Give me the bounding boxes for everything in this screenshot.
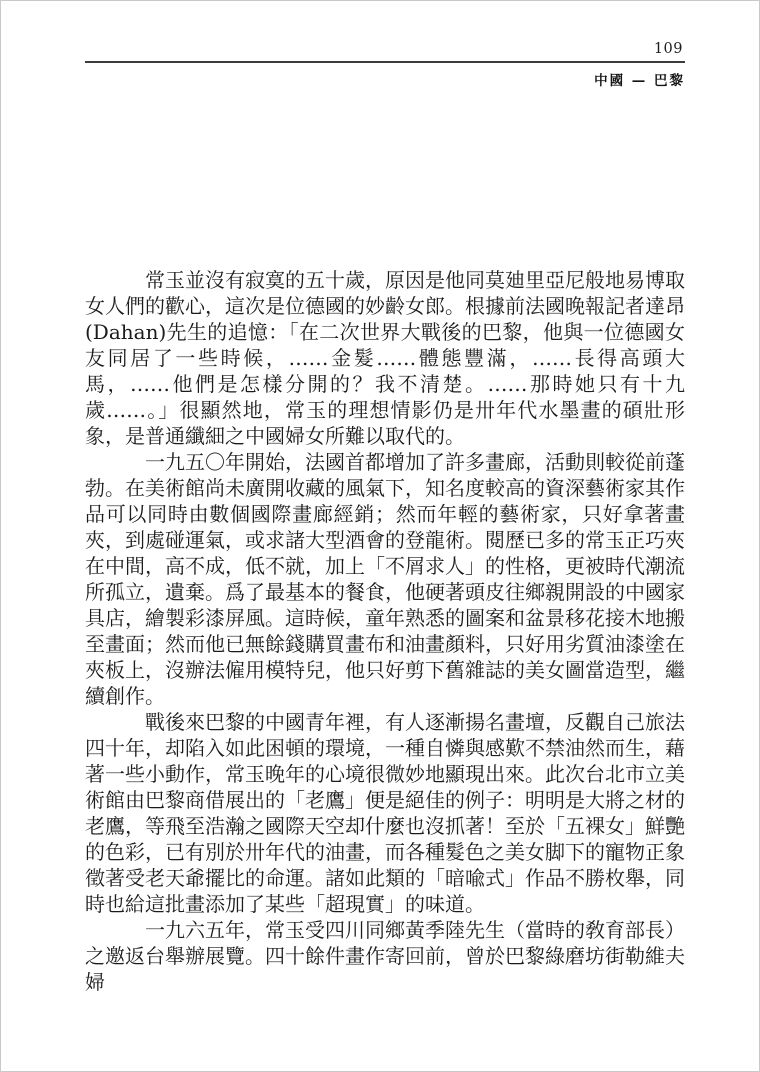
page-number: 109 [653, 41, 683, 57]
body-text [85, 267, 685, 995]
paragraph-4: 一九六五年，常玉受四川同鄉黃季陸先生（當時的敎育部長）之邀返台舉辦展覽。四十餘件畫作寄回前，曾於巴黎綠磨坊街勒維夫婦 [85, 918, 685, 994]
paragraph-1: 常玉並沒有寂寞的五十歲，原因是他同莫廸里亞尼般地易博取女人們的歡心，這次是位德國的妙齡女郎。根據前法國晚報記者達昂(Dahan)先生的追憶：「在二次世界大戰後的巴黎，他與一位德國女友同居了一些時候，……金髮……體態豐滿，……長得高頭大馬，……他們是怎樣分開的？我不清楚。……那時她只有十九歲……。」很顯然地，常玉的理想情影仍是卅年代水墨畫的碩壯形象，是普通纖細之中國婦女所難以取代的。 [85, 268, 685, 448]
header-rule [85, 61, 685, 63]
paragraph-3: 戰後來巴黎的中國青年裡，有人逐漸揚名畫壇，反觀自己旅法四十年，却陷入如此困頓的環境，一種自憐與感歎不禁油然而生，藉著一些小動作，常玉晚年的心境很微妙地顯現出來。此次台北市立美術館由巴黎商借展出的「老鷹」便是絕佳的例子：明明是大將之材的老鷹，等飛至浩瀚之國際天空却什麼也沒抓著！至於「五裸女」鮮艷的色彩，已有別於卅年代的油畫，而各種髮色之美女脚下的寵物正象徵著受老天爺擺比的命運。諸如此類的「暗喩式」作品不勝枚舉，同時也給這批畫添加了某些「超現實」的味道。 [85, 710, 685, 916]
paragraph-2: 一九五〇年開始，法國首都增加了許多畫廊，活動則較從前蓬勃。在美術館尚未廣開收藏的風氣下，知名度較高的資深藝術家其作品可以同時由數個國際畫廊經銷；然而年輕的藝術家，只好拿著畫夾，到處碰運氣，或求諸大型酒會的登龍術。閱歷已多的常玉正巧夾在中間，高不成，低不就，加上「不屑求人」的性格，更被時代潮流所孤立，遺棄。爲了最基本的餐食，他硬著頭皮往鄉親開設的中國家具店，繪製彩漆屏風。這時候，童年熟悉的圖案和盆景移花接木地搬至畫面；然而他已無餘錢購買畫布和油畫顏料，只好用劣質油漆塗在夾板上，沒辦法僱用模特兒，他只好剪下舊雜誌的美女圖當造型，繼續創作。 [85, 450, 685, 708]
running-title: 中國 — 巴黎 [594, 73, 685, 89]
